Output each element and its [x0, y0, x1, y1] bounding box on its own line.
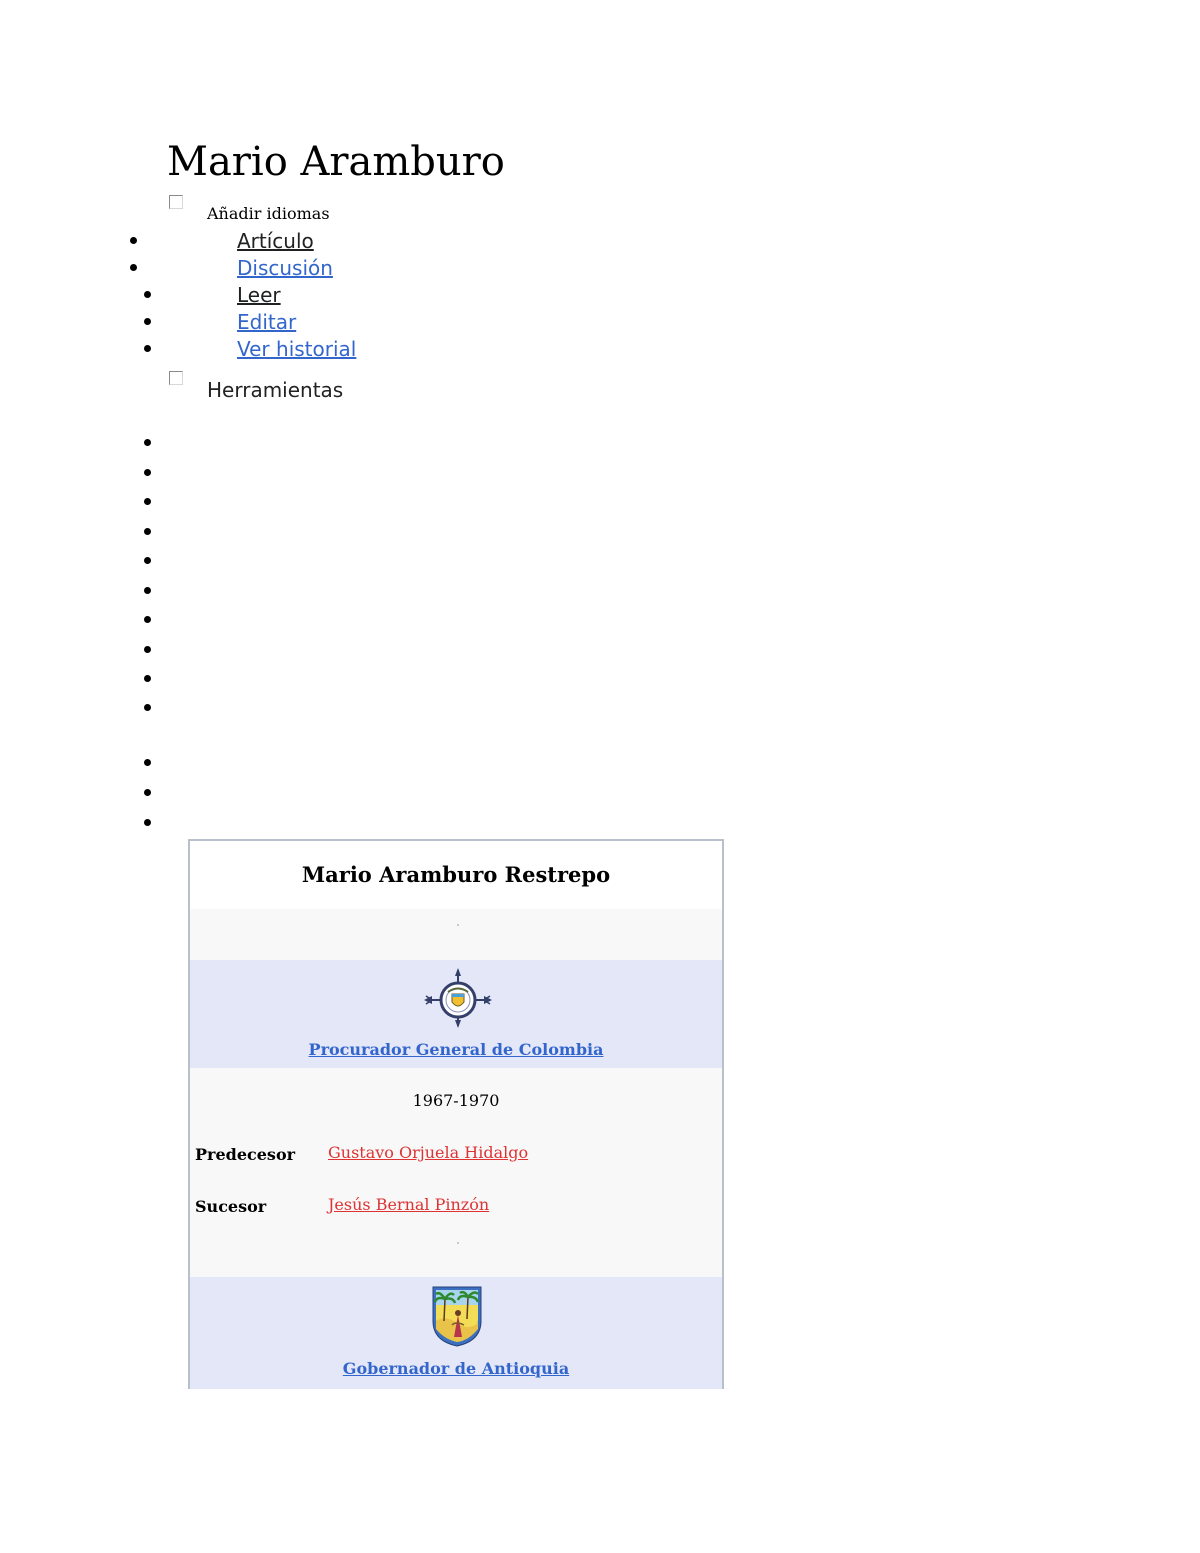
- office-header-band: [190, 1277, 722, 1389]
- predecessor-link[interactable]: Gustavo Orjuela Hidalgo: [328, 1143, 529, 1162]
- nav-item-editar[interactable]: Editar: [237, 310, 297, 334]
- successor-link[interactable]: Jesús Bernal Pinzón: [328, 1195, 490, 1214]
- infobox-title: Mario Aramburo Restrepo: [190, 841, 722, 909]
- procuraduria-emblem-icon: [422, 968, 494, 1028]
- page-title: Mario Aramburo: [167, 139, 505, 185]
- tools-checkbox[interactable]: [169, 371, 183, 385]
- office-title-link[interactable]: Procurador General de Colombia: [308, 1040, 604, 1059]
- list-bullet: [144, 528, 151, 535]
- nav-item-leer[interactable]: Leer: [237, 283, 281, 307]
- office-period: 1967-1970: [412, 1091, 500, 1110]
- list-bullet: [144, 675, 151, 682]
- list-bullet: [130, 264, 137, 271]
- nav-item-articulo[interactable]: Artículo: [237, 229, 314, 253]
- successor-label: Sucesor: [195, 1197, 267, 1216]
- placeholder-dot: [457, 924, 459, 926]
- office-title-link[interactable]: Gobernador de Antioquia: [342, 1359, 570, 1378]
- list-bullet: [144, 291, 151, 298]
- list-bullet: [144, 789, 151, 796]
- predecessor-label: Predecesor: [195, 1145, 296, 1164]
- tools-label[interactable]: Herramientas: [207, 378, 344, 402]
- list-bullet: [144, 498, 151, 505]
- list-bullet: [144, 557, 151, 564]
- antioquia-coat-of-arms-icon: [432, 1285, 482, 1347]
- list-bullet: [144, 616, 151, 623]
- list-bullet: [144, 318, 151, 325]
- list-bullet: [144, 587, 151, 594]
- nav-item-discusion[interactable]: Discusión: [237, 256, 333, 280]
- list-bullet: [144, 439, 151, 446]
- languages-checkbox[interactable]: [169, 195, 183, 209]
- list-bullet: [144, 819, 151, 826]
- languages-label[interactable]: Añadir idiomas: [207, 204, 330, 223]
- list-bullet: [130, 237, 137, 244]
- list-bullet: [144, 646, 151, 653]
- placeholder-dot: [457, 1242, 459, 1244]
- list-bullet: [144, 704, 151, 711]
- list-bullet: [144, 759, 151, 766]
- infobox: [188, 839, 724, 1389]
- nav-item-ver-historial[interactable]: Ver historial: [237, 337, 357, 361]
- list-bullet: [144, 345, 151, 352]
- list-bullet: [144, 469, 151, 476]
- office-header-band: [190, 960, 722, 1068]
